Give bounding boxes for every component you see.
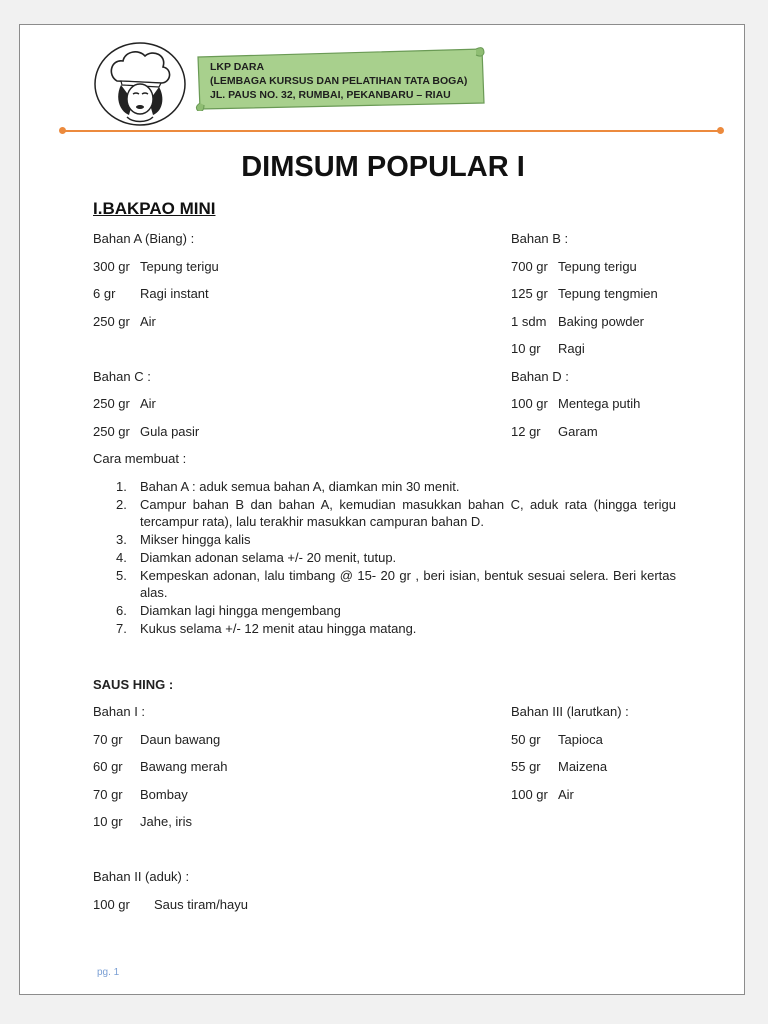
- method-step: 6. Diamkan lagi hingga mengembang: [116, 602, 341, 618]
- bahan-d-label: Bahan D :: [511, 369, 569, 384]
- section-heading: I.BAKPAO MINI: [93, 199, 216, 218]
- ingredient-name: Air: [140, 396, 156, 411]
- method-label: Cara membuat :: [93, 451, 187, 466]
- ingredient-name: Tepung terigu: [558, 259, 637, 274]
- ingredient-name: Jahe, iris: [140, 814, 193, 829]
- ingredient-qty: 1 sdm: [511, 314, 547, 329]
- document-page: [19, 24, 745, 995]
- org-info: [210, 60, 467, 102]
- divider-dot-left: [59, 127, 66, 134]
- ingredient-qty: 50 gr: [511, 732, 541, 747]
- org-fullname: (LEMBAGA KURSUS DAN PELATIHAN TATA BOGA): [210, 75, 468, 87]
- header-divider: [62, 130, 720, 132]
- divider-dot-right: [717, 127, 724, 134]
- ingredient-name: Daun bawang: [140, 732, 221, 747]
- bahan-b-label: Bahan B :: [511, 231, 569, 246]
- ingredient-qty: 300 gr: [93, 259, 130, 274]
- page-number: pg. 1: [97, 967, 120, 978]
- ingredient-qty: 60 gr: [93, 759, 123, 774]
- bahan-3-label: Bahan III (larutkan) :: [511, 704, 629, 719]
- bahan-c-label: Bahan C :: [93, 369, 151, 384]
- ingredient-name: Bawang merah: [140, 759, 228, 774]
- ingredient-name: Tapioca: [558, 732, 603, 747]
- ingredient-qty: 100 gr: [93, 897, 130, 912]
- ingredient-qty: 12 gr: [511, 424, 541, 439]
- bahan-1-label: Bahan I :: [93, 704, 146, 719]
- ingredient-name: Saus tiram/hayu: [154, 897, 248, 912]
- ingredient-qty: 250 gr: [93, 396, 130, 411]
- method-step: 2. Campur bahan B dan bahan A, kemudian masukkan bahan C, aduk rata (hingga terigu tercampur rata), lalu terakhir masukkan campuran bahan D.: [116, 496, 676, 530]
- ingredient-name: Mentega putih: [558, 396, 641, 411]
- ingredient-qty: 6 gr: [93, 286, 116, 301]
- method-step: 5. Kempeskan adonan, lalu timbang @ 15- 20 gr , beri isian, bentuk sesuai selera. Beri kertas alas.: [116, 567, 676, 601]
- ingredient-qty: 250 gr: [93, 424, 130, 439]
- method-step: 3. Mikser hingga kalis: [116, 532, 251, 548]
- method-step: 4. Diamkan adonan selama +/- 20 menit, tutup.: [116, 549, 397, 565]
- bahan-a-label: Bahan A (Biang) :: [93, 231, 195, 246]
- ingredient-qty: 125 gr: [511, 286, 548, 301]
- ingredient-qty: 55 gr: [511, 759, 541, 774]
- ingredient-name: Tepung tengmien: [558, 286, 658, 301]
- ingredient-name: Ragi: [558, 341, 585, 356]
- method-step: 1. Bahan A : aduk semua bahan A, diamkan min 30 menit.: [116, 479, 460, 494]
- ingredient-name: Air: [558, 787, 574, 802]
- bahan-2-label: Bahan II (aduk) :: [93, 869, 190, 884]
- ingredient-name: Baking powder: [558, 314, 644, 329]
- ingredient-name: Air: [140, 314, 156, 329]
- org-name: LKP DARA: [210, 61, 265, 73]
- ingredient-name: Bombay: [140, 787, 188, 802]
- method-step: 7. Kukus selama +/- 12 menit atau hingga matang.: [116, 620, 417, 636]
- ingredient-name: Maizena: [558, 759, 608, 774]
- method-steps: [116, 478, 676, 637]
- ingredient-name: Gula pasir: [140, 424, 200, 439]
- document-title: DIMSUM POPULAR I: [241, 151, 525, 183]
- ingredient-qty: 250 gr: [93, 314, 130, 329]
- org-address: JL. PAUS NO. 32, RUMBAI, PEKANBARU – RIAU: [210, 89, 451, 101]
- chef-woman-icon: [93, 41, 187, 127]
- ingredient-qty: 10 gr: [93, 814, 123, 829]
- ingredient-name: Garam: [558, 424, 598, 439]
- ingredient-qty: 70 gr: [93, 732, 123, 747]
- ingredient-qty: 700 gr: [511, 259, 548, 274]
- ingredient-qty: 100 gr: [511, 396, 548, 411]
- ingredient-name: Ragi instant: [140, 286, 209, 301]
- ingredient-qty: 70 gr: [93, 787, 123, 802]
- sauce-heading: SAUS HING :: [93, 677, 174, 692]
- ingredient-qty: 10 gr: [511, 341, 541, 356]
- ingredient-qty: 100 gr: [511, 787, 548, 802]
- ingredient-name: Tepung terigu: [140, 259, 219, 274]
